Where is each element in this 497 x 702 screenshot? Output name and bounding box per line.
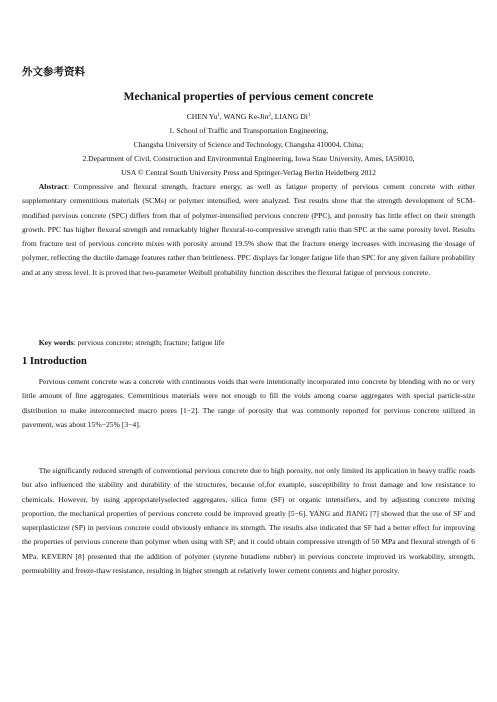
- header-label: 外文参考资料: [22, 66, 85, 78]
- affiliation-2-copyright: USA © Central South University Press and Springer-Verlag Berlin Heidelberg 2012: [121, 168, 376, 177]
- paper-title: Mechanical properties of pervious cement concrete: [123, 91, 374, 103]
- section-heading: 1 Introduction: [22, 356, 87, 367]
- author-line: CHEN Yu$^1$, WANG Ke-Jin$^2$, LIANG Di$^1$: [186, 112, 311, 121]
- abstract-label: Abstract: [38, 182, 67, 191]
- paragraph-1: Pervious cement concrete was a concrete with continuous voids that were intentionally incorporated into concrete by blending with no or very little amount of fine aggregates. Cementitious materials were not enough to fill the voids among coarse aggregates with special particle-size distribution to make interconnected macro pores [1−2]. The range of porosity that was commonly reported for pervious concrete utilized in pavement, was about 15%−25% [3−4].: [22, 377, 475, 429]
- paragraph-2: The significantly reduced strength of conventional pervious concrete due to high porosity, not only limited its application in heavy traffic roads but also influenced the stability and durability of the structures, because of,for example, susceptibility to frost damage and low resistance to chemicals. However, by using appropriatelyselected aggregates, silica fume (SF) or organic intensifiers, and by adjusting concrete mixing proportion, the mechanical properties of pervious concrete could be improved greatly [5−6]. YANG and JIANG [7] showed that the use of SF and superplasticizer (SP) in pervious concrete could obviously enhance its strength. The results also indicated that SF had a better effect for improving the properties of pervious concrete than polymer when using with SP; and it could obtain compressive strength of 50 MPa and flexural strength of 6 MPa. KEVERN [8] presented that the addition of polymer (styrene butadiene rubber) in pervious concrete improved its workability, strength, permeability and freeze-thaw resistance, resulting in higher strength at relatively lower cement contents and higher porosity.: [22, 466, 475, 576]
- author-1: CHEN Yu: [186, 112, 218, 121]
- keywords-text: pervious concrete; strength; fracture; fatigue life: [77, 338, 225, 347]
- affiliation-1: 1. School of Traffic and Transportation Engineering,: [168, 126, 329, 135]
- abstract: Abstract: Compressive and flexural strength, fracture energy, as well as fatigue property of pervious cement concrete with either supplementary cementitious materials (SCMs) or polymer intensified, were analyzed. Test results show that the strength development of SCM-modified pervious concrete (SPC) differs from that of polymer-intensified pervious concrete (PPC), and porosity has little effect on their strength growth. PPC has higher flexural strength and remarkably higher flexural-to-compressive strength ratio than SPC at the same porosity level. Results from fracture test of pervious concrete mixes with porosity around 19.5% show that the fracture energy increases with increasing the dosage of polymer, reflecting the ductile damage features rather than brittleness. PPC displays far longer fatigue life than SPC for any given failure probability and at any stress level. It is proved that two-parameter Weibull probability function describes the flexural fatigue of pervious concrete.: [22, 182, 475, 277]
- keywords-label: Key words: [38, 338, 74, 347]
- abstract-text: Compressive and flexural strength, fracture energy, as well as fatigue property of pervious cement concrete with either supplementary cementitious materials (SCMs) or polymer intensified, were analyzed. Test results show that the strength development of SCM-modified pervious concrete (SPC) differs from that of polymer-intensified pervious concrete (PPC), and porosity has little effect on their strength growth. PPC has higher flexural strength and remarkably higher flexural-to-compressive strength ratio than SPC at the same porosity level. Results from fracture test of pervious concrete mixes with porosity around 19.5% show that the fracture energy increases with increasing the dosage of polymer, reflecting the ductile damage features rather than brittleness. PPC displays far longer fatigue life than SPC for any given failure probability and at any stress level. It is proved that two-parameter Weibull probability function describes the flexural fatigue of pervious concrete.: [22, 182, 475, 277]
- keywords: Key words: pervious concrete; strength; fracture; fatigue life: [38, 338, 225, 347]
- author-2: WANG Ke-Jin: [223, 112, 269, 121]
- affiliation-1-address: Changsha University of Science and Technology, Changsha 410004, China;: [133, 140, 364, 149]
- author-3: LIANG Di: [274, 112, 308, 121]
- affiliation-2: 2.Department of Civil, Construction and Environmental Engineering, Iowa State University, Ames, IA50010,: [82, 154, 415, 163]
